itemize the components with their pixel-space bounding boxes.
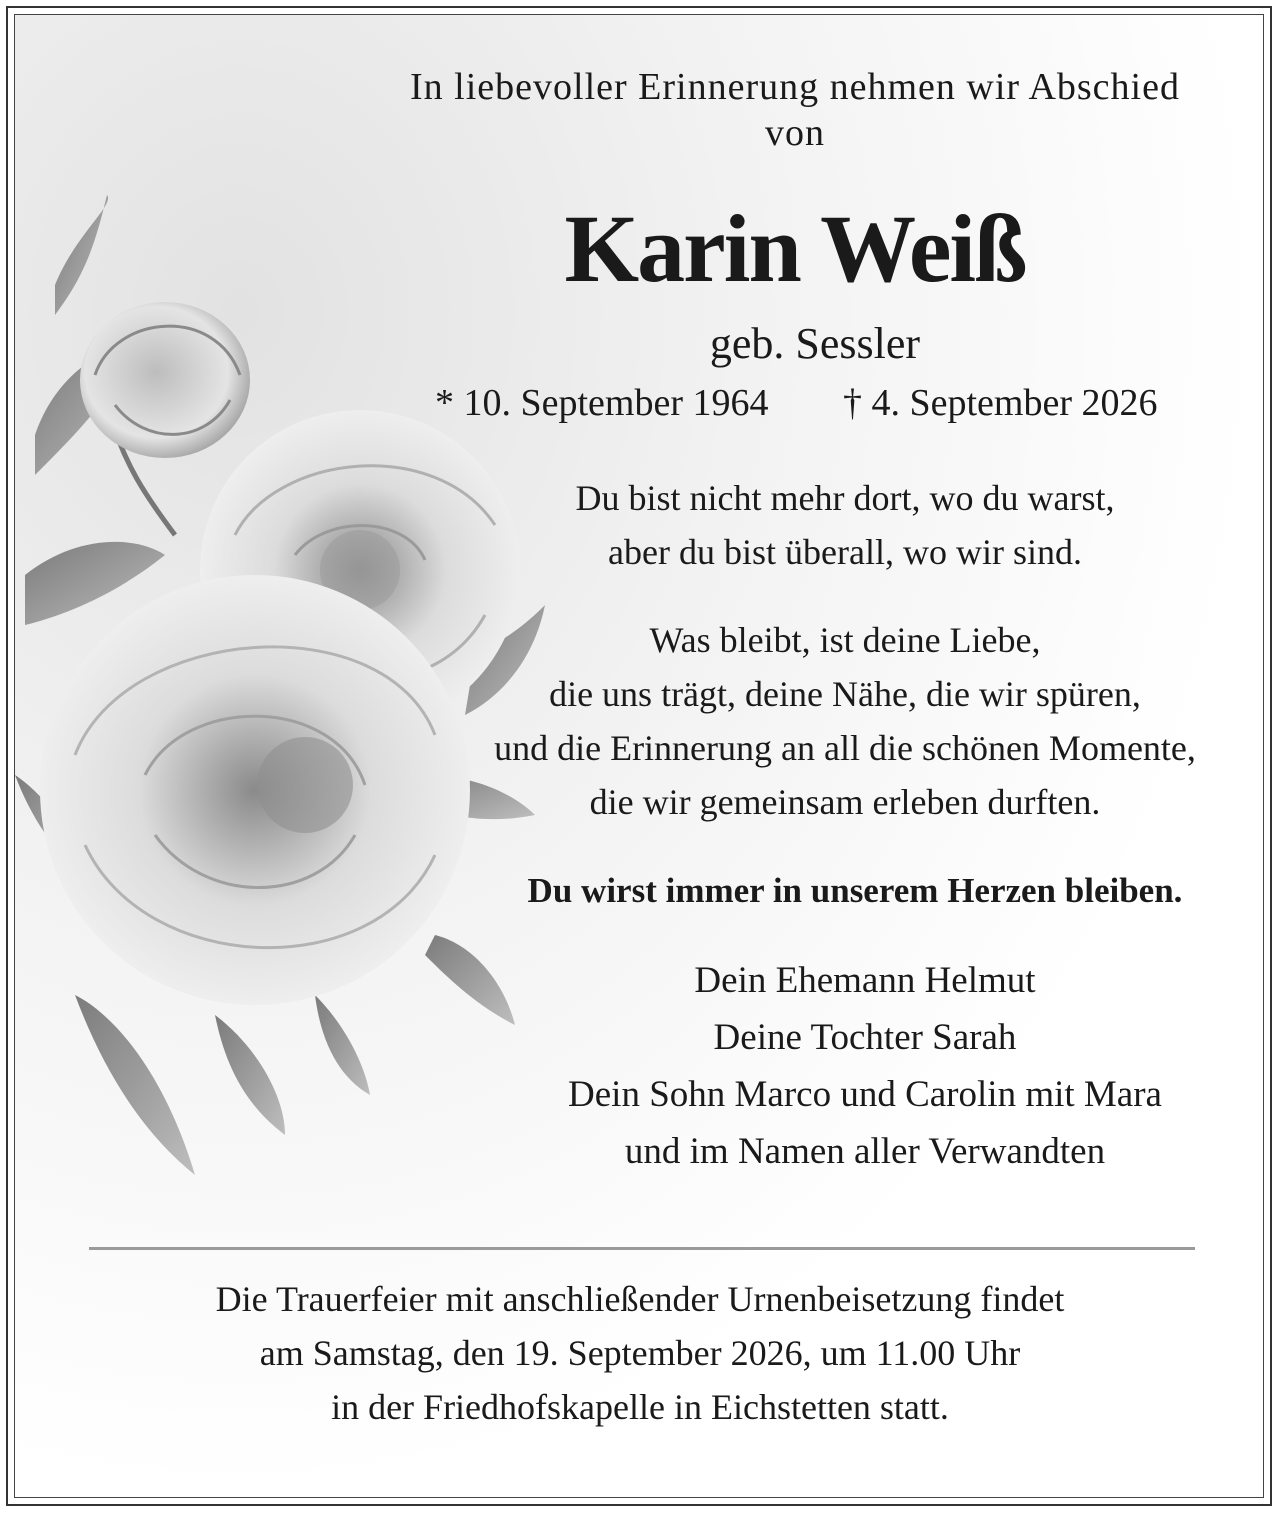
service-line: Die Trauerfeier mit anschließender Urnenbeisetzung findet (215, 1279, 1065, 1319)
obituary-card (14, 14, 1264, 1498)
family-line: Deine Tochter Sarah (713, 1017, 1017, 1058)
poem-line: Was bleibt, ist deine Liebe, (649, 620, 1041, 660)
poem-line: aber du bist überall, wo wir sind. (608, 532, 1082, 572)
death-date: † 4. September 2026 (843, 382, 1158, 424)
family-line: Dein Sohn Marco und Carolin mit Mara (568, 1074, 1162, 1115)
service-line: am Samstag, den 19. September 2026, um 11.00 Uhr (259, 1333, 1021, 1373)
poem-line: die wir gemeinsam erleben durften. (589, 782, 1101, 822)
intro-von: von (765, 112, 825, 154)
family-line: und im Namen aller Verwandten (624, 1131, 1106, 1172)
poem-line: Du bist nicht mehr dort, wo du warst, (575, 478, 1115, 518)
poem-line: die uns trägt, deine Nähe, die wir spüren, (549, 674, 1141, 714)
birth-date: * 10. September 1964 (435, 382, 769, 424)
notice-text (15, 15, 1264, 1498)
closing-line: Du wirst immer in unserem Herzen bleiben. (527, 871, 1183, 910)
section-divider (89, 1247, 1195, 1250)
poem-line: und die Erinnerung an all die schönen Momente, (494, 728, 1196, 768)
intro-line: In liebevoller Erinnerung nehmen wir Abschied (410, 66, 1180, 108)
family-line: Dein Ehemann Helmut (694, 960, 1036, 1001)
deceased-name: Karin Weiß (564, 195, 1026, 302)
maiden-name: geb. Sessler (709, 319, 921, 368)
service-line: in der Friedhofskapelle in Eichstetten statt. (331, 1387, 949, 1427)
